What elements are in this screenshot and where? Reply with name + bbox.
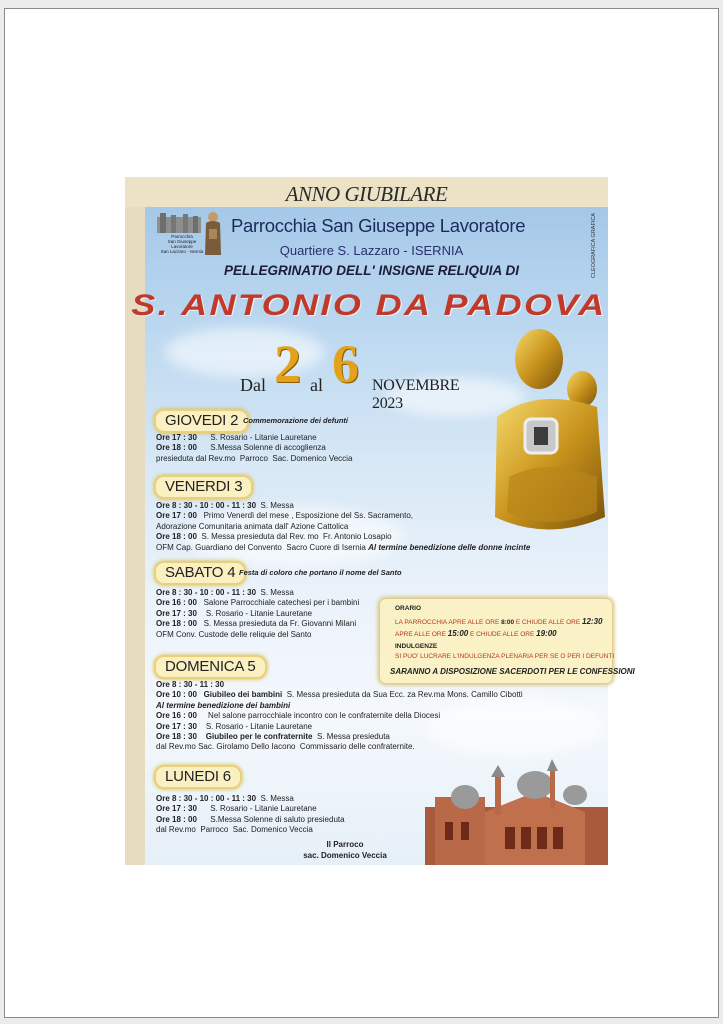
schedule-venerdi: [156, 501, 530, 553]
saint-name: S. ANTONIO DA PADOVA: [131, 289, 607, 322]
day-badge-lunedi: LUNEDI 6: [156, 767, 240, 787]
dates-dal: Dal: [240, 375, 266, 395]
schedule-line: Ore 10 : 00 Giubileo dei bambini S. Messa presieduta da Sua Ecc. za Rev.ma Mons. Camillo Cibotti: [156, 690, 523, 700]
signature: [285, 839, 405, 861]
banner-title: ANNO GIUBILARE: [285, 182, 448, 206]
schedule-domenica: [156, 680, 523, 753]
schedule-line: Ore 8 : 30 - 11 : 30: [156, 680, 225, 689]
schedule-line: Ore 8 : 30 - 10 : 00 - 11 : 30 S. Messa: [156, 588, 294, 597]
schedule-line: Ore 18 : 00 S. Messa presieduta dal Rev. mo Fr. Antonio Losapio: [156, 532, 392, 542]
schedule-line: dal Rev.mo Parroco Sac. Domenico Veccia: [156, 825, 313, 835]
schedule-line: Ore 17 : 30 S. Rosario - Litanie Lauretane: [156, 804, 317, 814]
schedule-line: Ore 17 : 30 S. Rosario - Litanie Lauretane: [156, 608, 313, 618]
signature-title: Il Parroco: [326, 840, 364, 849]
schedule-line: presieduta dal Rev.mo Parroco Sac. Domenico Veccia: [156, 453, 353, 463]
schedule-line: Ore 18 : 30 Giubileo per le confraternite S. Messa presieduta: [156, 732, 390, 742]
orario-afternoon: APRE ALLE ORE 15:00 E CHIUDE ALLE ORE 19:00: [395, 629, 557, 638]
pilgrimage-heading: PELLEGRINATIO DELL' INSIGNE RELIQUIA DI: [224, 263, 519, 278]
parish-name: Parrocchia San Giuseppe Lavoratore: [231, 215, 526, 236]
schedule-line: dal Rev.mo Sac. Girolamo Dello Iacono Commissario delle confraternite.: [156, 742, 415, 752]
indulgenze-title: INDULGENZE: [395, 643, 438, 650]
day-badge-giovedi: GIOVEDI 2: [156, 411, 247, 431]
orario-title: ORARIO: [395, 605, 421, 612]
schedule-line: Ore 17 : 30 S. Rosario - Litanie Lauretane: [156, 433, 317, 442]
schedule-line: Ore 17 : 30 S. Rosario - Litanie Lauretane: [156, 721, 313, 731]
basilica-image: [425, 767, 608, 865]
schedule-line: Ore 8 : 30 - 10 : 00 - 11 : 30 S. Messa: [156, 794, 294, 803]
day-badge-sabato: SABATO 4: [156, 563, 244, 583]
confessioni-note: SARANNO A DISPOSIZIONE SACERDOTI PER LE CONFESSIONI: [390, 667, 635, 676]
schedule-line: Adorazione Comunitaria animata dall' Azione Cattolica: [156, 521, 349, 531]
schedule-sabato: [156, 588, 359, 640]
schedule-line: OFM Conv. Custode delle reliquie del Santo: [156, 629, 312, 639]
schedule-line: Ore 16 : 00 Nel salone parrocchiale incontro con le confraternite della Diocesi: [156, 711, 441, 721]
schedule-line: Ore 18 : 00 S.Messa Solenne di accoglienza: [156, 443, 326, 453]
schedule-lunedi: [156, 794, 345, 836]
schedule-line: Al termine benedizione dei bambini: [156, 700, 291, 710]
schedule-line: Ore 18 : 00 S. Messa presieduta da Fr. Giovanni Milani: [156, 619, 357, 629]
date-from: 2: [274, 334, 301, 394]
dates-month: NOVEMBRE 2023: [372, 377, 460, 412]
quarter-label: Quartiere S. Lazzaro - ISERNIA: [279, 243, 464, 258]
side-credit: CLEOGRAFICA GRAFICA: [591, 213, 597, 279]
date-to: 6: [332, 334, 359, 394]
dates-al: al: [310, 375, 323, 395]
schedule-line: Ore 8 : 30 - 10 : 00 - 11 : 30 S. Messa: [156, 501, 294, 510]
day-note-sabato: Festa di coloro che portano il nome del Santo: [239, 568, 402, 577]
indulgenze-text: SI PUO' LUCRARE L'INDULGENZA PLENARIA PER SE O PER I DEFUNTI: [395, 653, 615, 660]
opening-hours-box: [380, 599, 635, 683]
orario-morning: LA PARROCCHIA APRE ALLE ORE 8:00 E CHIUDE ALLE ORE 12:30: [395, 617, 603, 626]
day-badge-venerdi: VENERDI 3: [156, 477, 251, 497]
day-badge-domenica: DOMENICA 5: [156, 657, 265, 677]
logo-caption: Parrocchia San Giuseppe Lavoratore San Lazzaro - Isernia: [160, 234, 204, 254]
schedule-line: OFM Cap. Guardiano del Convento Sacro Cuore di Isernia Al termine benedizione delle donne incinte: [156, 542, 531, 552]
document-page: [4, 8, 719, 1018]
schedule-line: Ore 16 : 00 Salone Parrocchiale catechesi per i bambini: [156, 598, 360, 608]
day-note-giovedi: Commemorazione dei defunti: [243, 416, 349, 425]
schedule-giovedi: [156, 433, 352, 464]
signature-name: sac. Domenico Veccia: [303, 851, 387, 860]
schedule-line: Ore 17 : 00 Primo Venerdì del mese , Esposizione del Ss. Sacramento,: [156, 511, 414, 521]
schedule-line: Ore 18 : 00 S.Messa Solenne di saluto presieduta: [156, 814, 345, 824]
poster: [125, 177, 635, 865]
